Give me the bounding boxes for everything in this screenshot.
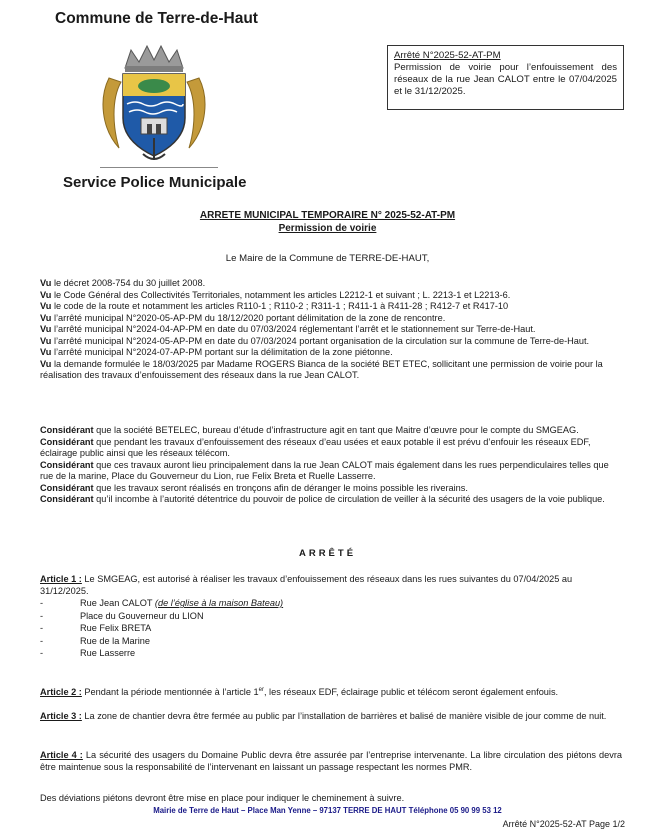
paragraph: Vu l’arrêté municipal N°2024-04-AP-PM en date du 07/03/2024 réglementant l’arrêt et le stationnement sur Terre-de-Haut. — [40, 324, 536, 334]
list-item: - Rue Felix BRETA — [40, 623, 622, 636]
considerant-list — [40, 425, 622, 506]
paragraph: Considérant que les travaux seront réalisés en tronçons afin de déranger le moins possible les riverains. — [40, 482, 468, 493]
paragraph: Vu le code de la route et notamment les articles R110-1 ; R110-2 ; R311-1 ; R411-1 à R411-28 ; R412-7 et R417-10 — [40, 301, 509, 311]
arrete-heading: ARRÊTÉ — [298, 548, 357, 559]
commune-name: Commune de Terre-de-Haut — [55, 10, 258, 27]
article-1 — [40, 574, 622, 661]
paragraph: Vu l’arrêté municipal N°2024-07-AP-PM portant sur la délimitation de la zone piétonne. — [40, 347, 393, 357]
article-4: Article 4 : La sécurité des usagers du Domaine Public devra être assurée par l’entreprise intervenante. La libre circulation des piétons devra être maintenue sous la responsabilité de l’intervenant en laissant un passage respectant les normes PMR. — [40, 750, 622, 772]
footer-address: Mairie de Terre de Haut – Place Man Yenne – 97137 TERRE DE HAUT Téléphone 05 90 99 53 12 — [153, 806, 502, 815]
deviation-note: Des déviations piétons devront être mise en place pour indiquer le cheminement à suivre. — [40, 793, 405, 803]
article-text: Le SMGEAG, est autorisé à réaliser les travaux d’enfouissement des réseaux dans les rues suivantes du 07/04/2025 au 31/12/2025. — [40, 574, 573, 596]
paragraph: Vu l’arrêté municipal N°2024-05-AP-PM en date du 07/03/2024 portant organisation de la circulation sur la commune de Terre-de-Haut. — [40, 335, 590, 346]
decree-subtitle: Permission de voirie — [278, 223, 377, 234]
paragraph: Vu le Code Général des Collectivités Territoriales, notamment les articles L2212-1 et suivant ; L. 2213-1 et L2213-6. — [40, 289, 511, 300]
article-2: Article 2 : Pendant la période mentionnée à l’article 1er, les réseaux EDF, éclairage public et télécom seront également enfouis. — [40, 687, 559, 698]
list-item: - Place du Gouverneur du LION — [40, 611, 622, 624]
paragraph: Considérant que la société BETELEC, bureau d’étude d’infrastructure agit en tant que Maitre d’œuvre pour le compte du SMGEAG. — [40, 425, 579, 435]
municipal-crest-logo — [95, 38, 213, 163]
page-number: Arrêté N°2025-52-AT Page 1/2 — [502, 819, 625, 829]
paragraph: Considérant que ces travaux auront lieu principalement dans la rue Jean CALOT mais également dans les rues perpendiculaires telles que rue de la marine, Place du Gouverneur du Lion, rue Felix Breta et Ruelle Lasserre. — [40, 459, 609, 481]
paragraph: Vu le décret 2008-754 du 30 juillet 2008. — [40, 278, 206, 288]
reference-description: Permission de voirie pour l’enfouissement des réseaux de la rue Jean CALOT entre le 07/04/2025 et le 31/12/2025. — [394, 62, 617, 97]
reference-number: Arrêté N°2025-52-AT-PM — [394, 50, 501, 61]
list-item: - Rue Lasserre — [40, 648, 622, 661]
article-label: Article 1 : — [40, 574, 82, 584]
decree-title: ARRETE MUNICIPAL TEMPORAIRE N° 2025-52-AT-PM — [199, 210, 456, 221]
list-item: - Rue Jean CALOT (de l’église à la maison Bateau) — [40, 598, 622, 611]
article-3: Article 3 : La zone de chantier devra être fermée au public par l’installation de barrières et balisé de manière visible de jour comme de nuit. — [40, 711, 607, 721]
paragraph: Considérant que pendant les travaux d’enfouissement des réseaux d’eau usées et eaux potable il est prévu d’enfouir les réseaux EDF, éclairage public ainsi que les réseaux télécom. — [40, 436, 591, 458]
paragraph: Considérant qu’il incombe à l’autorité détentrice du pouvoir de police de circulation de veiller à la sécurité des usagers de la voie publique. — [40, 494, 605, 504]
reference-box — [387, 45, 624, 110]
list-item: - Rue de la Marine — [40, 636, 622, 649]
paragraph: Vu l’arrêté municipal N°2020-05-AP-PM du 18/12/2020 portant délimitation de la zone de rencontre. — [40, 312, 446, 323]
mayor-line: Le Maire de la Commune de TERRE-DE-HAUT, — [225, 253, 430, 264]
vu-list — [40, 278, 622, 382]
street-list — [40, 598, 622, 661]
divider — [100, 167, 218, 168]
paragraph: Vu la demande formulée le 18/03/2025 par Madame ROGERS Bianca de la société BET ETEC, sollicitant une permission de voirie pour la réalisation des travaux d’enfouissement des réseaux dans la rue Jean CALOT. — [40, 358, 603, 380]
service-name: Service Police Municipale — [63, 174, 247, 191]
